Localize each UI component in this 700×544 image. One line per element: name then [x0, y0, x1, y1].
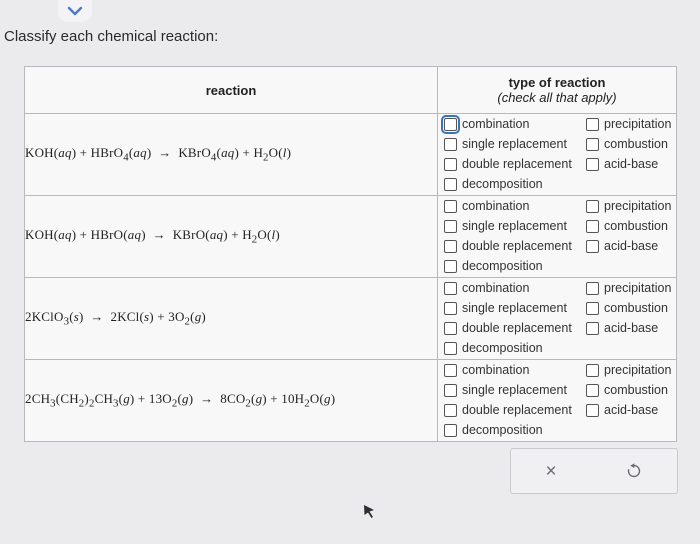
checkbox[interactable]	[586, 384, 599, 397]
undo-icon	[626, 463, 642, 479]
reaction-row	[25, 360, 677, 442]
checkbox[interactable]	[586, 302, 599, 315]
type-column-note: (check all that apply)	[497, 90, 617, 105]
reaction-equation: KOH(aq) + HBrO$_4$(aq) → KBrO$_4$(aq) + $H_2O(l)$	[25, 114, 438, 196]
option-decomposition[interactable]	[444, 177, 543, 191]
table-header	[25, 67, 677, 114]
option-single-replacement[interactable]	[444, 219, 567, 233]
option-combustion[interactable]	[586, 383, 668, 397]
option-label: double replacement	[462, 157, 572, 171]
option-label: combination	[462, 199, 530, 213]
question-prompt: Classify each chemical reaction:	[4, 28, 219, 45]
option-single-replacement[interactable]	[444, 383, 567, 397]
option-label: double replacement	[462, 239, 572, 253]
option-precipitation[interactable]	[586, 363, 671, 377]
option-label: combustion	[604, 383, 668, 397]
option-label: combustion	[604, 219, 668, 233]
option-combustion[interactable]	[586, 137, 668, 151]
option-label: decomposition	[462, 423, 543, 437]
option-decomposition[interactable]	[444, 259, 543, 273]
reaction-equation: $2CH_3(CH_2)_2CH_3(g) + 13O_2(g) \to 8CO_2(g) + 10H_2O(g)$	[25, 360, 438, 442]
option-combustion[interactable]	[586, 219, 668, 233]
checkbox[interactable]	[586, 138, 599, 151]
checkbox[interactable]	[444, 342, 457, 355]
checkbox[interactable]	[444, 178, 457, 191]
option-combustion[interactable]	[586, 301, 668, 315]
checkbox[interactable]	[444, 404, 457, 417]
checkbox[interactable]	[586, 240, 599, 253]
option-precipitation[interactable]	[586, 281, 671, 295]
classification-table	[24, 66, 677, 442]
option-double-replacement[interactable]	[444, 239, 572, 253]
checkbox[interactable]	[444, 158, 457, 171]
checkbox[interactable]	[586, 158, 599, 171]
option-label: combination	[462, 281, 530, 295]
option-combination[interactable]	[444, 117, 529, 131]
reaction-column-header: reaction	[25, 67, 438, 114]
option-label: precipitation	[604, 199, 672, 213]
option-label: combustion	[604, 137, 668, 151]
collapse-toggle[interactable]	[58, 0, 92, 22]
option-decomposition[interactable]	[444, 341, 543, 355]
checkbox[interactable]	[586, 282, 599, 295]
option-double-replacement[interactable]	[444, 321, 572, 335]
close-icon: ×	[545, 460, 557, 482]
option-label: combustion	[604, 301, 668, 315]
option-label: decomposition	[462, 341, 543, 355]
checkbox[interactable]	[444, 138, 457, 151]
checkbox[interactable]	[586, 118, 599, 131]
option-label: acid-base	[604, 403, 659, 417]
checkbox[interactable]	[444, 200, 457, 213]
reaction-row	[25, 278, 677, 360]
checkbox[interactable]	[444, 364, 457, 377]
undo-button[interactable]	[621, 459, 647, 483]
reaction-row	[25, 196, 677, 278]
option-label: single replacement	[462, 137, 567, 151]
answer-actions	[510, 448, 678, 494]
checkbox[interactable]	[444, 424, 457, 437]
option-combination[interactable]	[444, 199, 529, 213]
checkbox[interactable]	[444, 260, 457, 273]
option-label: decomposition	[462, 177, 543, 191]
option-combination[interactable]	[444, 281, 529, 295]
reaction-type-options	[438, 196, 677, 278]
mouse-pointer-icon	[362, 503, 376, 519]
option-single-replacement[interactable]	[444, 137, 567, 151]
checkbox[interactable]	[586, 220, 599, 233]
reaction-type-options	[438, 278, 677, 360]
option-acid-base[interactable]	[586, 239, 658, 253]
option-label: acid-base	[604, 321, 659, 335]
option-label: double replacement	[462, 403, 572, 417]
option-decomposition[interactable]	[444, 423, 543, 437]
option-label: single replacement	[462, 301, 567, 315]
checkbox[interactable]	[444, 302, 457, 315]
chevron-down-icon	[67, 6, 83, 16]
option-double-replacement[interactable]	[444, 403, 572, 417]
option-label: double replacement	[462, 321, 572, 335]
reaction-type-options	[438, 360, 677, 442]
reaction-type-options	[438, 114, 677, 196]
option-label: precipitation	[604, 117, 672, 131]
checkbox[interactable]	[586, 200, 599, 213]
option-label: precipitation	[604, 363, 672, 377]
type-column-title: type of reaction	[508, 75, 606, 90]
option-label: decomposition	[462, 259, 543, 273]
option-label: combination	[462, 117, 530, 131]
checkbox[interactable]	[586, 364, 599, 377]
checkbox[interactable]	[444, 240, 457, 253]
option-label: acid-base	[604, 157, 659, 171]
option-acid-base[interactable]	[586, 321, 658, 335]
checkbox[interactable]	[444, 322, 457, 335]
checkbox[interactable]	[444, 384, 457, 397]
clear-button[interactable]	[538, 459, 564, 483]
checkbox[interactable]	[444, 282, 457, 295]
reaction-equation: 2KClO$_3$(s) → $2KCl(s) + 3O_2(g)$	[25, 278, 438, 360]
option-acid-base[interactable]	[586, 403, 658, 417]
type-column-header	[438, 67, 677, 114]
option-label: combination	[462, 363, 530, 377]
checkbox[interactable]	[586, 322, 599, 335]
option-precipitation[interactable]	[586, 117, 671, 131]
option-single-replacement[interactable]	[444, 301, 567, 315]
checkbox[interactable]	[444, 118, 457, 131]
option-combination[interactable]	[444, 363, 529, 377]
option-label: single replacement	[462, 219, 567, 233]
reaction-row	[25, 114, 677, 196]
option-precipitation[interactable]	[586, 199, 671, 213]
option-label: single replacement	[462, 383, 567, 397]
checkbox[interactable]	[444, 220, 457, 233]
checkbox[interactable]	[586, 404, 599, 417]
option-label: acid-base	[604, 239, 659, 253]
option-acid-base[interactable]	[586, 157, 658, 171]
reaction-equation: KOH(aq) + HBrO(aq) → KBrO(aq) + $H_2O(l)$	[25, 196, 438, 278]
option-double-replacement[interactable]	[444, 157, 572, 171]
option-label: precipitation	[604, 281, 672, 295]
